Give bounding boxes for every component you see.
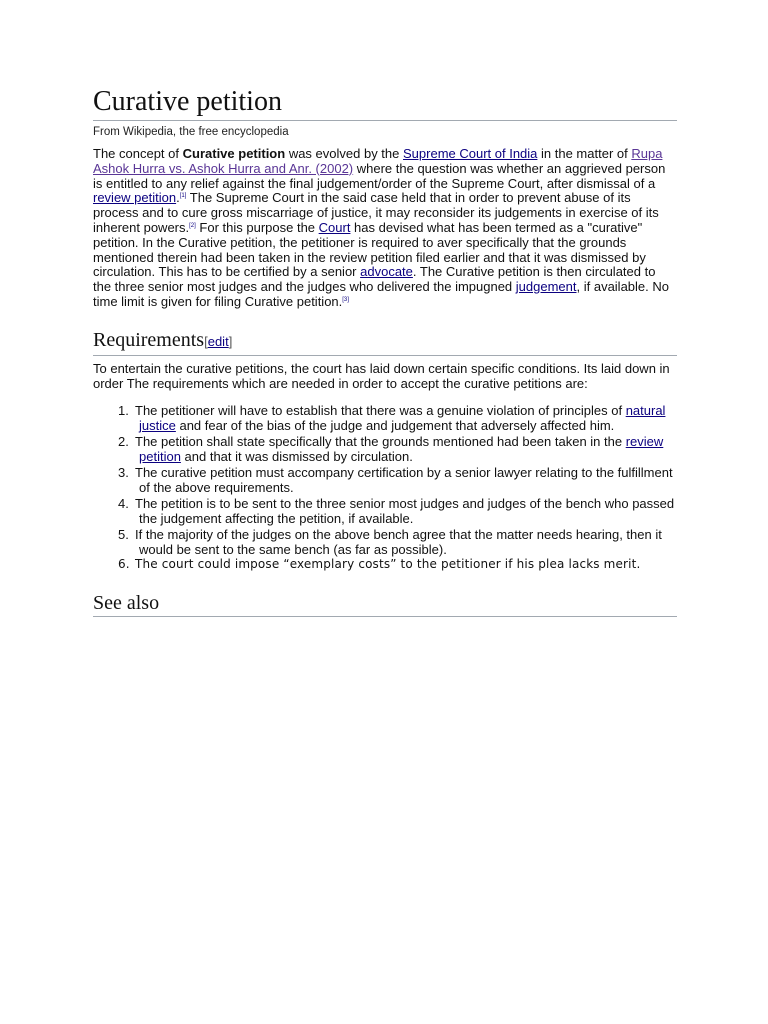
item-text: The petitioner will have to establish that there was a genuine violation of principles of — [135, 403, 626, 419]
link-review-petition[interactable]: review petition — [93, 190, 177, 206]
list-item — [93, 496, 677, 526]
edit-bracket-open: [ — [204, 333, 208, 349]
link-natural-justice[interactable]: natural justice — [139, 403, 666, 434]
intro-text: was evolved by the — [285, 146, 403, 161]
intro-text: , if available. No time limit is given for filing Curative petition. — [93, 279, 669, 309]
edit-section — [204, 334, 232, 349]
requirements-intro: To entertain the curative petitions, the court has laid down certain specific conditions. Its laid down in order The requirements which are needed in order to accept the curative petitions are: — [93, 360, 670, 391]
item-text: The petition shall state specifically that the grounds mentioned had been taken in the — [135, 434, 626, 450]
list-item — [93, 527, 677, 557]
reference-3[interactable]: [3] — [342, 296, 349, 303]
intro-text: in the matter of — [537, 146, 632, 161]
list-item — [93, 434, 677, 464]
site-tagline: From Wikipedia, the free encyclopedia — [93, 126, 289, 138]
section-title: Requirements — [93, 328, 205, 351]
list-number: 1. — [118, 403, 129, 419]
intro-text: has devised what has been termed as a "curative" petition. In the Curative petition, the petitioner is required to aver specifically that the grounds mentioned therein had been taken in the review petition filed earlier and that it was dismissed by circulation. This has to be certified by a senior — [93, 219, 646, 280]
list-item — [93, 403, 677, 433]
link-court[interactable]: Court — [318, 219, 351, 235]
page-title: Curative petition — [93, 85, 677, 121]
bold-term: Curative petition — [182, 146, 286, 161]
item-text: If the majority of the judges on the above bench agree that the matter needs hearing, then it would be sent to the same bench (as far as possible). — [135, 526, 662, 557]
list-number: 4. — [118, 495, 129, 511]
intro-text: where the question was whether an aggrieved person is entitled to any relief against the final judgement/order of the Supreme Court, after dismissal of a — [93, 160, 666, 191]
section-heading-requirements — [93, 328, 677, 356]
list-number: 6. — [118, 557, 130, 572]
link-case-rupa-ashok-hurra[interactable]: Rupa Ashok Hurra vs. Ashok Hurra and Anr. (2002) — [93, 146, 663, 176]
list-item — [93, 465, 677, 495]
link-judgement[interactable]: judgement — [515, 279, 577, 295]
article — [93, 0, 677, 617]
intro-text: For this purpose the — [195, 219, 319, 235]
item-text: The petition is to be sent to the three senior most judges and judges of the bench who passed the judgement affecting the petition, if available. — [135, 495, 675, 526]
edit-link[interactable]: edit — [207, 333, 229, 349]
edit-bracket-close: ] — [228, 333, 233, 349]
list-item — [93, 557, 677, 572]
reference-2[interactable]: [2] — [189, 222, 196, 229]
list-number: 2. — [118, 434, 129, 450]
intro-text: The Supreme Court in the said case held that in order to prevent abuse of its process and to cure gross miscarriage of justice, it may reconsider its judgements in exercise of its inherent powers. — [93, 190, 659, 235]
requirements-list — [93, 403, 677, 572]
item-text: The court could impose “exemplary costs” to the petitioner if his plea lacks merit. — [135, 557, 641, 572]
intro-text: . The Curative petition is then circulated to the three senior most judges and the judges who delivered the impugned — [93, 264, 656, 295]
reference-1[interactable]: [1] — [179, 193, 187, 200]
link-review-petition-2[interactable]: review petition — [139, 434, 664, 465]
list-number: 5. — [118, 526, 129, 542]
intro-text: . — [176, 190, 180, 206]
list-number: 3. — [118, 464, 129, 480]
item-text: The curative petition must accompany certification by a senior lawyer relating to the fulfillment of the above requirements. — [135, 464, 673, 495]
link-advocate[interactable]: advocate — [360, 264, 413, 280]
link-supreme-court-of-india[interactable]: Supreme Court of India — [403, 146, 538, 161]
section-heading-see-also: See also — [93, 591, 677, 617]
item-text: and that it was dismissed by circulation. — [180, 449, 413, 465]
item-text: and fear of the bias of the judge and judgement that adversely affected him. — [175, 418, 615, 434]
intro-paragraph — [93, 147, 677, 310]
intro-text: The concept of — [93, 146, 183, 161]
